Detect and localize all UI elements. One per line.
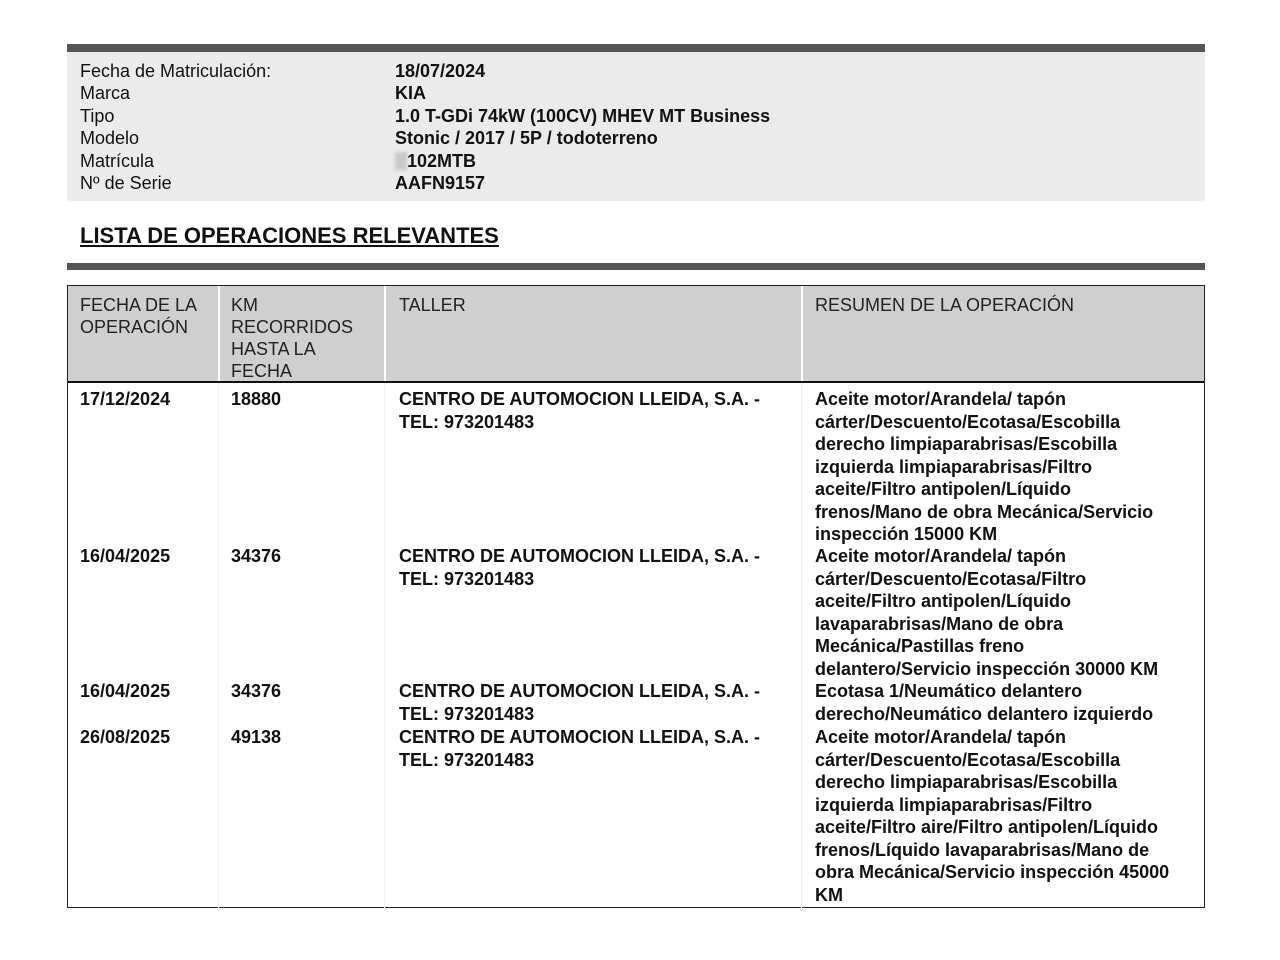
header-km: [231, 294, 353, 382]
section-divider-bar: [67, 263, 1205, 270]
vehicle-value: Stonic / 2017 / 5P / todoterreno: [395, 128, 658, 148]
vehicle-row-registration-date: [80, 60, 1180, 82]
resumen-line: Mecánica/Pastillas freno: [815, 636, 1025, 656]
cell-taller: [399, 388, 794, 433]
vehicle-value: 1.0 T-GDi 74kW (100CV) MHEV MT Business: [395, 106, 771, 126]
resumen-line: aceite/Filtro antipolen/Líquido: [815, 479, 1072, 499]
column-separator: [384, 383, 385, 908]
column-separator: [218, 383, 219, 908]
resumen-line: frenos/Mano de obra Mecánica/Servicio: [815, 501, 1154, 522]
resumen-line: derecho/Neumático delantero izquierdo: [815, 703, 1154, 724]
resumen-line: frenos/Líquido lavaparabrisas/Mano de: [815, 839, 1150, 860]
taller-line: CENTRO DE AUTOMOCION LLEIDA, S.A. -: [399, 727, 761, 747]
resumen-line: derecho limpiaparabrisas/Escobilla: [815, 434, 1118, 454]
operations-table: [67, 285, 1205, 908]
vehicle-label: Matrícula: [80, 151, 155, 171]
resumen-line: izquierda limpiaparabrisas/Filtro: [815, 794, 1093, 815]
header-line: KM: [231, 295, 258, 315]
vehicle-row-serial: [80, 172, 1180, 194]
resumen-line: inspección 15000 KM: [815, 524, 998, 544]
resumen-line: lavaparabrisas/Mano de obra: [815, 613, 1064, 634]
vehicle-label: Tipo: [80, 106, 115, 126]
header-line: HASTA LA: [231, 339, 316, 359]
cell-fecha: 17/12/2024: [80, 389, 171, 409]
cell-resumen: [815, 680, 1200, 725]
vehicle-label: Fecha de Matriculación:: [80, 61, 272, 81]
header-line: FECHA: [231, 361, 293, 381]
taller-line: TEL: 973201483: [399, 703, 535, 724]
cell-resumen: [815, 388, 1200, 546]
taller-line: CENTRO DE AUTOMOCION LLEIDA, S.A. -: [399, 681, 761, 701]
resumen-line: Aceite motor/Arandela/ tapón: [815, 389, 1067, 409]
cell-km: 34376: [231, 546, 282, 566]
cell-taller: [399, 726, 794, 771]
vehicle-row-brand: [80, 82, 1180, 104]
taller-line: TEL: 973201483: [399, 749, 535, 770]
resumen-line: KM: [815, 884, 843, 905]
resumen-line: derecho limpiaparabrisas/Escobilla: [815, 772, 1118, 792]
cell-resumen: [815, 545, 1200, 680]
resumen-line: cárter/Descuento/Ecotasa/Filtro: [815, 568, 1087, 589]
resumen-line: Ecotasa 1/Neumático delantero: [815, 681, 1083, 701]
vehicle-label: Marca: [80, 83, 131, 103]
resumen-line: cárter/Descuento/Ecotasa/Escobilla: [815, 749, 1121, 770]
vehicle-label: Modelo: [80, 128, 140, 148]
taller-line: TEL: 973201483: [399, 411, 535, 432]
column-separator: [218, 286, 220, 381]
column-separator: [801, 383, 802, 908]
header-resumen: [815, 294, 1074, 316]
taller-line: TEL: 973201483: [399, 568, 535, 589]
cell-fecha: 16/04/2025: [80, 546, 171, 566]
header-line: RECORRIDOS: [231, 317, 354, 337]
resumen-line: Aceite motor/Arandela/ tapón: [815, 546, 1067, 566]
resumen-line: obra Mecánica/Servicio inspección 45000: [815, 862, 1170, 882]
cell-fecha: 26/08/2025: [80, 727, 171, 747]
resumen-line: Aceite motor/Arandela/ tapón: [815, 727, 1067, 747]
taller-line: CENTRO DE AUTOMOCION LLEIDA, S.A. -: [399, 389, 761, 409]
table-header: [68, 286, 1204, 383]
vehicle-value-plate: [395, 150, 476, 172]
cell-taller: [399, 680, 794, 725]
header-line: RESUMEN DE LA OPERACIÓN: [815, 295, 1075, 315]
cell-km: 18880: [231, 389, 282, 409]
header-line: OPERACIÓN: [80, 317, 189, 337]
redaction-blur: [395, 152, 407, 170]
header-line: FECHA DE LA: [80, 295, 198, 315]
top-divider-bar: [67, 44, 1205, 52]
resumen-line: aceite/Filtro antipolen/Líquido: [815, 591, 1072, 611]
column-separator: [801, 286, 803, 381]
vehicle-value: 18/07/2024: [395, 61, 486, 81]
header-line: TALLER: [399, 295, 466, 315]
vehicle-value: KIA: [395, 83, 426, 103]
vehicle-row-type: [80, 105, 1180, 127]
cell-resumen: [815, 726, 1200, 906]
plate-text: 102MTB: [407, 151, 477, 171]
vehicle-row-model: [80, 127, 1180, 149]
section-title: LISTA DE OPERACIONES RELEVANTES: [80, 223, 499, 248]
header-fecha: [80, 294, 197, 338]
resumen-line: delantero/Servicio inspección 30000 KM: [815, 658, 1159, 679]
resumen-line: cárter/Descuento/Ecotasa/Escobilla: [815, 411, 1121, 432]
cell-fecha: 16/04/2025: [80, 681, 171, 701]
cell-taller: [399, 545, 794, 590]
vehicle-label: Nº de Serie: [80, 173, 172, 193]
taller-line: CENTRO DE AUTOMOCION LLEIDA, S.A. -: [399, 546, 761, 566]
resumen-line: aceite/Filtro aire/Filtro antipolen/Líquido: [815, 817, 1159, 837]
cell-km: 49138: [231, 727, 282, 747]
cell-km: 34376: [231, 681, 282, 701]
vehicle-row-plate: [80, 150, 1180, 172]
vehicle-value: AAFN9157: [395, 173, 486, 193]
header-taller: [399, 294, 466, 316]
resumen-line: izquierda limpiaparabrisas/Filtro: [815, 456, 1093, 477]
column-separator: [384, 286, 386, 381]
